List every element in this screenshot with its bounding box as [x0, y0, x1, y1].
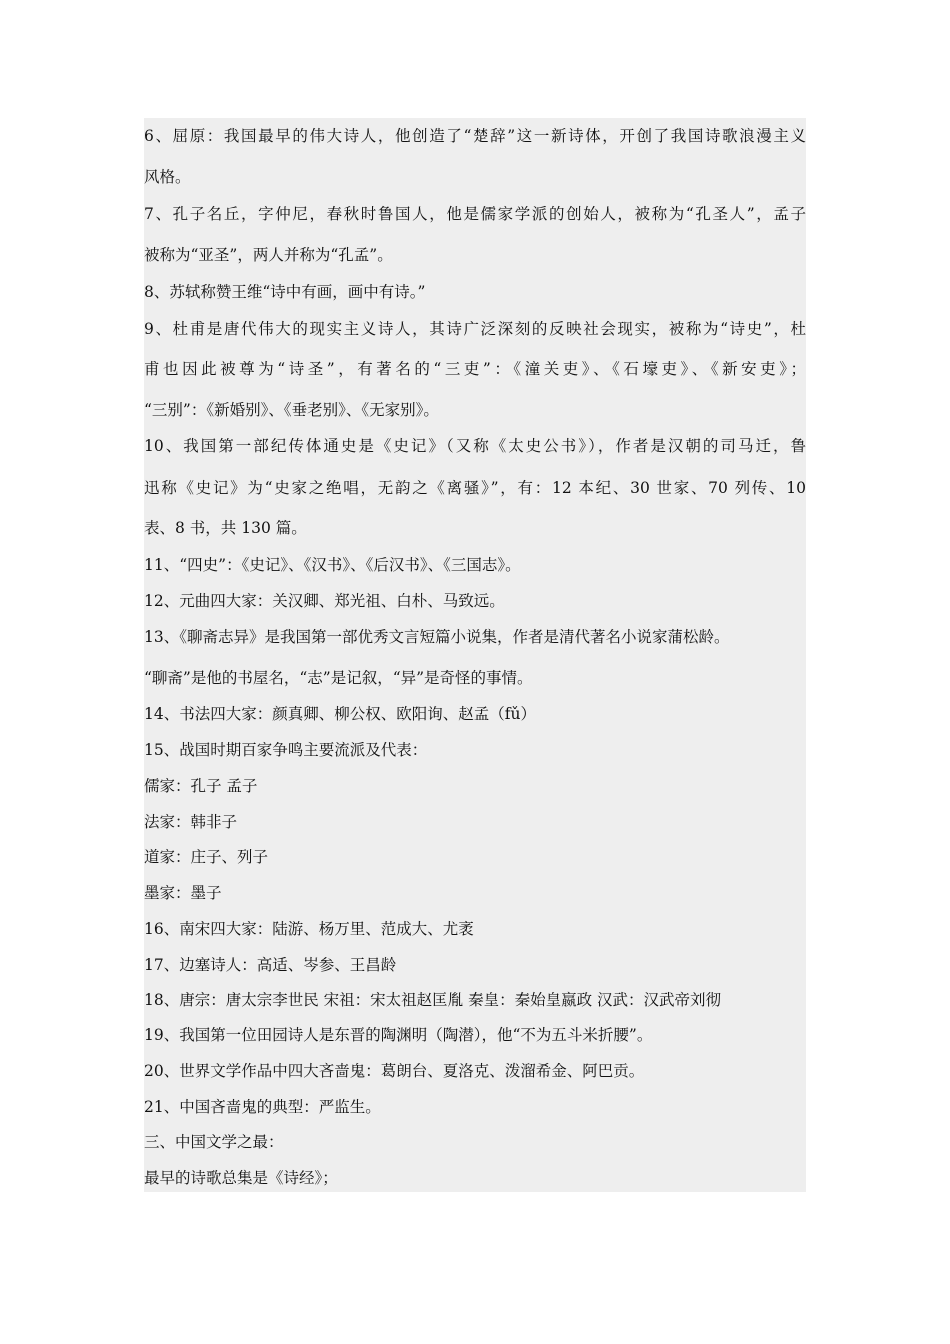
paragraph-line: 7、孔子名丘，字仲尼，春秋时鲁国人，他是儒家学派的创始人，被称为“孔圣人”，孟子	[144, 205, 806, 223]
paragraph-line: 道家：庄子、列子	[144, 848, 269, 866]
paragraph-line: 21、中国吝啬鬼的典型：严监生。	[144, 1098, 381, 1116]
paragraph-line: 9、杜甫是唐代伟大的现实主义诗人，其诗广泛深刻的反映社会现实，被称为“诗史”，杜	[144, 320, 806, 338]
paragraph-line: 16、南宋四大家：陆游、杨万里、范成大、尤袤	[144, 920, 474, 938]
paragraph-line: 甫也因此被尊为“诗圣”，有著名的“三吏”：《潼关吏》、《石壕吏》、《新安吏》；	[144, 360, 806, 378]
paragraph-line: 18、唐宗：唐太宗李世民 宋祖：宋太祖赵匡胤 秦皇：秦始皇嬴政 汉武：汉武帝刘彻	[144, 991, 722, 1009]
paragraph-line: 20、世界文学作品中四大吝啬鬼：葛朗台、夏洛克、泼溜希金、阿巴贡。	[144, 1062, 645, 1080]
paragraph-line: 最早的诗歌总集是《诗经》；	[144, 1169, 338, 1187]
paragraph-line: 表、8 书，共 130 篇。	[144, 519, 307, 537]
paragraph-line: 迅称《史记》为“史家之绝唱，无韵之《离骚》”，有：12 本纪、30 世家、70 列传、10	[144, 479, 806, 497]
paragraph-line: 11、“四史”：《史记》、《汉书》、《后汉书》、《三国志》。	[144, 556, 521, 574]
paragraph-line: 三、中国文学之最：	[144, 1133, 284, 1151]
paragraph-line: 12、元曲四大家：关汉卿、郑光祖、白朴、马致远。	[144, 592, 505, 610]
document-body	[144, 118, 806, 1192]
paragraph-line: 6、屈原：我国最早的伟大诗人，他创造了“楚辞”这一新诗体，开创了我国诗歌浪漫主义	[144, 127, 806, 145]
paragraph-line: 10、我国第一部纪传体通史是《史记》（又称《太史公书》），作者是汉朝的司马迁，鲁	[144, 437, 806, 455]
paragraph-line: 15、战国时期百家争鸣主要流派及代表：	[144, 741, 428, 759]
paragraph-line: 19、我国第一位田园诗人是东晋的陶渊明（陶潜），他“不为五斗米折腰”。	[144, 1026, 653, 1044]
paragraph-line: 14、书法四大家：颜真卿、柳公权、欧阳询、赵孟（fǔ）	[144, 705, 536, 723]
paragraph-line: 8、苏轼称赞王维“诗中有画，画中有诗。”	[144, 283, 426, 301]
paragraph-line: 风格。	[144, 168, 191, 186]
paragraph-line: “聊斋”是他的书屋名，“志”是记叙，“异”是奇怪的事情。	[144, 669, 533, 687]
paragraph-line: 儒家：孔子 孟子	[144, 777, 258, 795]
paragraph-line: 13、《聊斋志异》是我国第一部优秀文言短篇小说集，作者是清代著名小说家蒲松龄。	[144, 628, 730, 646]
paragraph-line: “三别”：《新婚别》、《垂老别》、《无家别》。	[144, 401, 439, 419]
paragraph-line: 被称为“亚圣”，两人并称为“孔孟”。	[144, 246, 393, 264]
paragraph-line: 墨家：墨子	[144, 884, 222, 902]
paragraph-line: 法家：韩非子	[144, 813, 238, 831]
paragraph-line: 17、边塞诗人：高适、岑参、王昌龄	[144, 956, 397, 974]
